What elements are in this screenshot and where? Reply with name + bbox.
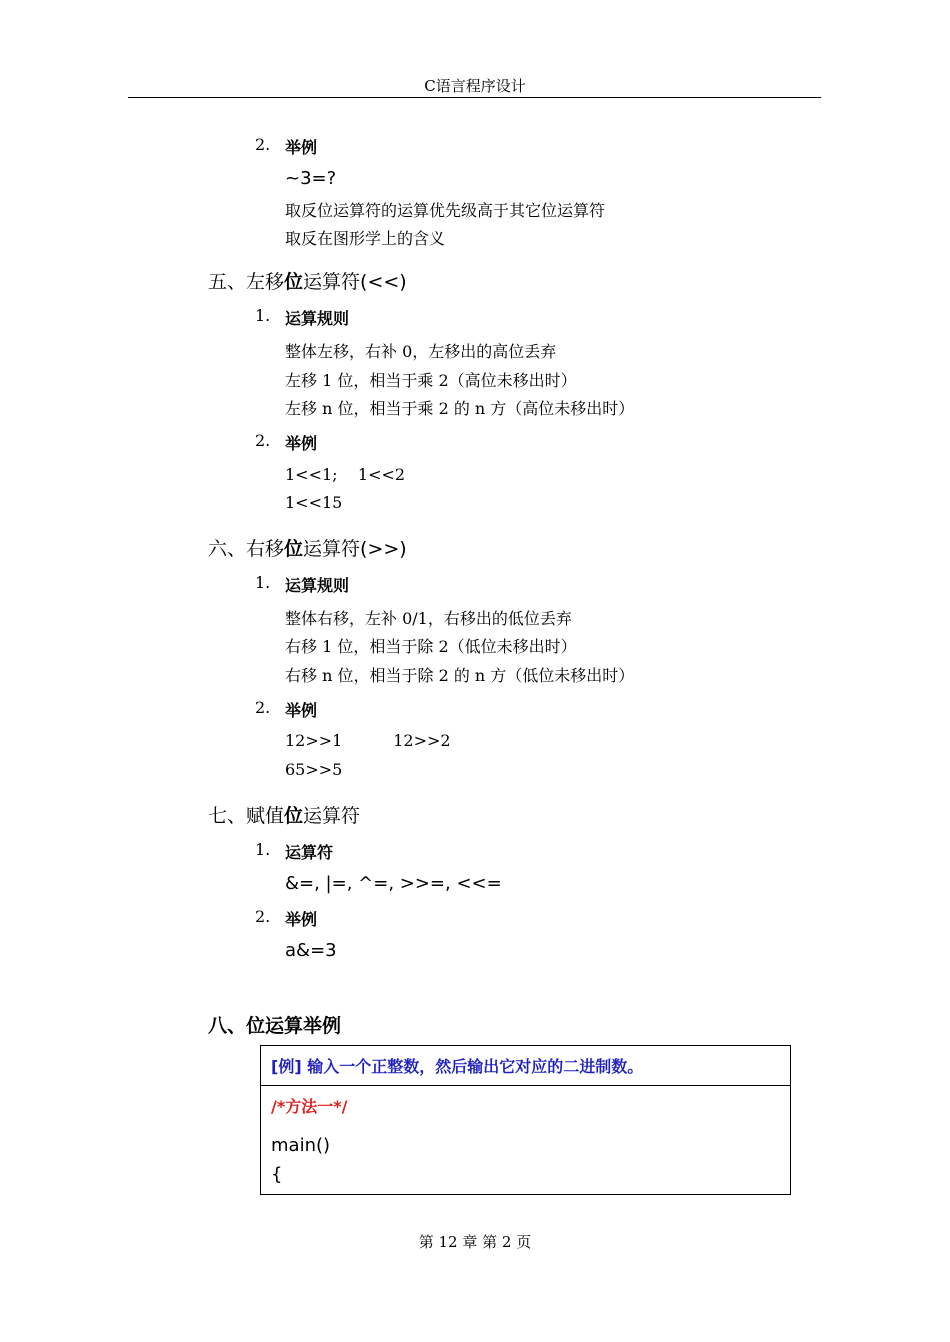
section-number: 五、 — [208, 271, 247, 293]
header-rule — [128, 97, 821, 98]
subheading-title: 举例 — [285, 434, 318, 453]
subheading-title: 举例 — [285, 701, 318, 720]
section-title-suffix: 运算符(>>) — [303, 538, 407, 560]
section-title-prefix: 赋值 — [246, 805, 285, 827]
body-text-line: 取反在图形学上的含义 — [285, 229, 446, 248]
body-text-line: 整体右移，左补 0/1，右移出的低位丢弃 — [285, 609, 572, 628]
method-comment: /*方法一*/ — [271, 1097, 348, 1116]
body-text-line: 左移 n 位，相当于乘 2 的 n 方（高位未移出时） — [285, 399, 635, 418]
subheading-number: 1. — [255, 840, 271, 859]
section-heading — [208, 801, 360, 828]
section-heading — [208, 267, 407, 294]
body-text-line: 1<<15 — [285, 493, 343, 512]
body-text-line: 右移 n 位，相当于除 2 的 n 方（低位未移出时） — [285, 666, 635, 685]
section-heading — [208, 534, 407, 561]
body-text-line: 左移 1 位，相当于乘 2（高位未移出时） — [285, 371, 577, 390]
body-text-line: 右移 1 位，相当于除 2（低位未移出时） — [285, 637, 577, 656]
body-text-line: 取反位运算符的运算优先级高于其它位运算符 — [285, 201, 606, 220]
subheading-number: 2. — [255, 907, 271, 926]
section-number: 六、 — [208, 538, 247, 560]
code-text-line: ~3=? — [285, 168, 337, 189]
section-title-prefix: 右移 — [246, 538, 285, 560]
section-title-emphasis: 位 — [284, 271, 304, 293]
section-title-emphasis: 位运算举例 — [246, 1015, 342, 1037]
body-text-line: 整体左移，右补 0，左移出的高位丢弃 — [285, 342, 557, 361]
code-line-main: main() — [271, 1135, 331, 1156]
subheading-number: 2. — [255, 698, 271, 717]
section-heading — [208, 1011, 341, 1038]
subheading-number: 1. — [255, 306, 271, 325]
subheading-number: 1. — [255, 573, 271, 592]
body-text-line: 12>>1 12>>2 — [285, 731, 451, 750]
section-title-emphasis: 位 — [284, 805, 304, 827]
subheading-number: 2. — [255, 431, 271, 450]
code-text-line: &=, |=, ^=, >>=, <<= — [285, 873, 502, 894]
section-number: 八、 — [208, 1015, 247, 1037]
body-text-line: 1<<1; 1<<2 — [285, 465, 406, 484]
subheading-title: 举例 — [285, 138, 318, 157]
example-label: [例] 输入一个正整数，然后输出它对应的二进制数。 — [271, 1057, 644, 1076]
subheading-title: 运算符 — [285, 843, 334, 862]
subheading-number: 2. — [255, 135, 271, 154]
subheading-title: 举例 — [285, 910, 318, 929]
code-box-divider — [261, 1085, 790, 1086]
code-line-brace: { — [271, 1164, 283, 1185]
subheading-title: 运算规则 — [285, 309, 350, 328]
page-footer: 第 12 章 第 2 页 — [418, 1233, 532, 1251]
section-number: 七、 — [208, 805, 247, 827]
section-title-suffix: 运算符(<<) — [303, 271, 407, 293]
section-title-prefix: 左移 — [246, 271, 285, 293]
section-title-suffix: 运算符 — [303, 805, 361, 827]
section-title-emphasis: 位 — [284, 538, 304, 560]
code-text-line: a&=3 — [285, 940, 337, 961]
body-text-line: 65>>5 — [285, 760, 343, 779]
page-header: C语言程序设计 — [424, 77, 526, 95]
example-code-box — [260, 1045, 791, 1195]
subheading-title: 运算规则 — [285, 576, 350, 595]
